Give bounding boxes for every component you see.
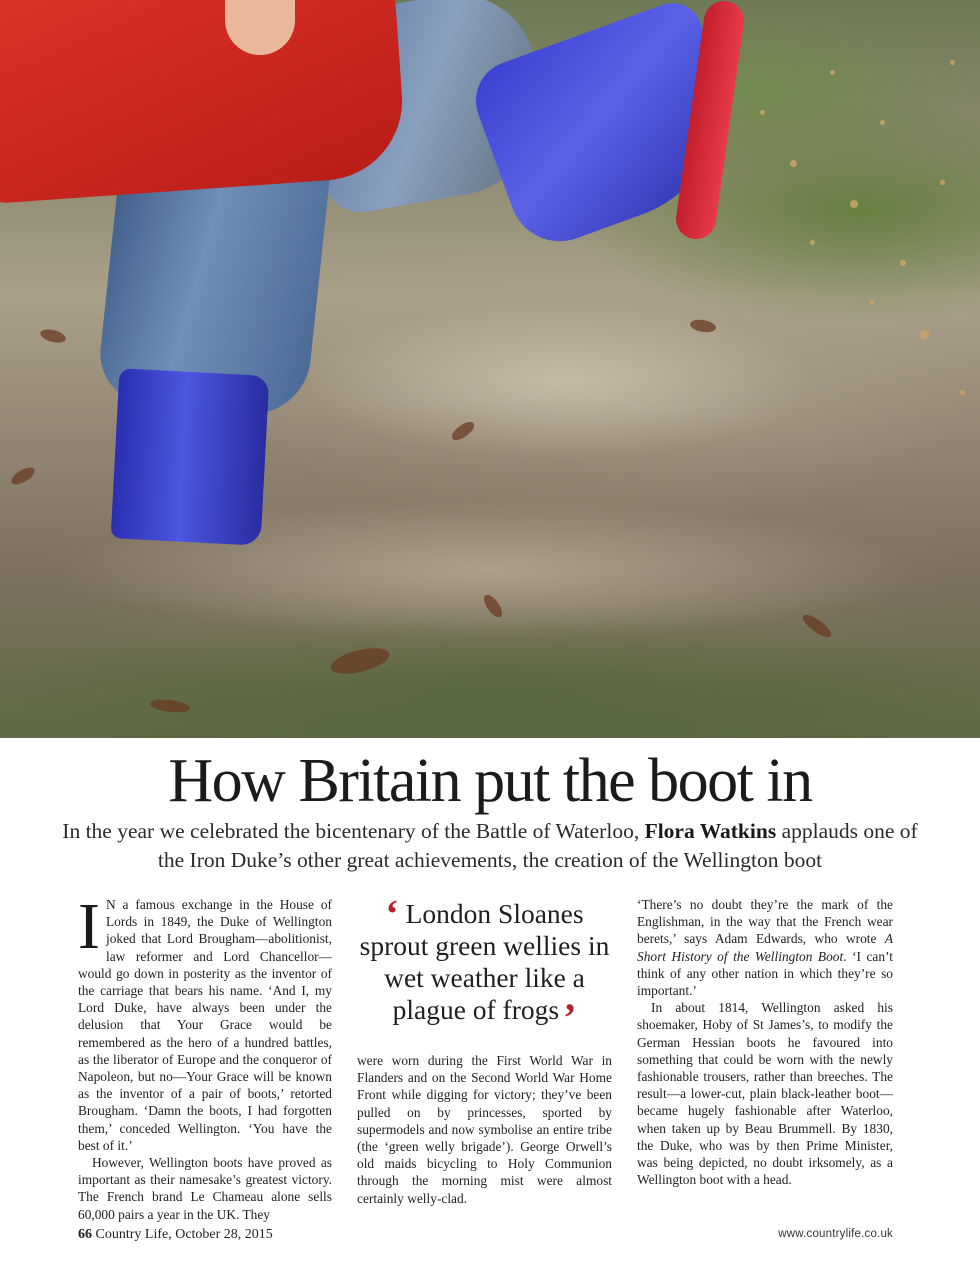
mud-splash [940, 180, 945, 185]
standfirst-text: In the year we celebrated the bicentenary of the Battle of Waterloo, [62, 819, 645, 843]
fallen-leaf [9, 465, 38, 487]
drop-cap: I [78, 890, 100, 963]
mud-splash [950, 60, 955, 65]
body-paragraph-text: N a famous exchange in the House of Lords in 1849, the Duke of Wellington joked that Lord Brougham—abolitionist, law reformer and Lord Chancellor—would go down in posterity as the inventor of the carriage that bears his name. ‘And I, my Lord Duke, have always been under the delusion that Your Grace would be remembered as the hero of a hundred battles, as the liberator of Europe and the conqueror of Napoleon, but no—Your Grace will be known as the inventor of a pair of boots,’ retorted Brougham. ‘Damn the boots, I had forgotten them,’ conceded Wellington. ‘You have the best of it.’ [78, 897, 332, 1153]
website-url: www.countrylife.co.uk [778, 1228, 893, 1240]
publication-date: Country Life, October 28, 2015 [92, 1227, 273, 1242]
mud-splash [830, 70, 835, 75]
body-paragraph: were worn during the First World War in Flanders and on the Second World War Home Front while digging for victory; they’ve been pulled on by princesses, sported by supermodels and now symbolise an entire tribe (the ‘green welly brigade’). George Orwell’s old maids bicycling to Holy Communion through the morning mist were almost certainly welly-clad. [357, 1053, 612, 1206]
red-coat [0, 0, 407, 205]
body-paragraph [78, 890, 332, 1154]
mud-splash [880, 120, 885, 125]
close-quote-mark: ’ [563, 995, 577, 1040]
mud-splash [870, 300, 874, 304]
author-byline: Flora Watkins [644, 819, 777, 843]
fallen-leaf [149, 697, 190, 716]
body-paragraph: However, Wellington boots have proved as important as their namesake’s greatest victory. The French brand Le Chameau alone sells 60,000 pairs a year in the UK. They [78, 1155, 332, 1222]
mud-splash [760, 110, 765, 115]
mud-splash [810, 240, 815, 245]
body-column-2 [357, 1052, 612, 1207]
mud-splash [900, 260, 906, 266]
mud-splash [790, 160, 797, 167]
pull-quote [357, 891, 612, 1040]
quote-text-continued: . ‘I can’t think of any other nation in which they’re so important.’ [637, 948, 893, 999]
standfirst [60, 817, 920, 875]
body-paragraph [637, 896, 893, 999]
open-quote-mark: ‘ [385, 891, 399, 936]
mud-splash [960, 390, 965, 395]
body-paragraph: In about 1814, Wellington asked his shoemaker, Hoby of St James’s, to modify the German Hessian boots he favoured into something that could be worn with the newly fashionable trousers, rather than breeches. The result—a lower-cut, plain black-leather boot—became hugely fashionable after Waterloo, when taken up by Beau Brummell. By 1830, the Duke, who was by then Prime Minister, was being depicted, no doubt irksomely, as a Wellington boot with a head. [637, 1000, 893, 1188]
page-number: 66 [78, 1227, 92, 1242]
headline: How Britain put the boot in [168, 747, 812, 815]
standfirst-text-continued: applauds one of the Iron Duke’s other great achievements, the creation of the Wellington boot [157, 819, 918, 872]
quote-text: ‘There’s no doubt they’re the mark of the Englishman, in the way that the French wear berets,’ says Adam Edwards, who wrote [637, 897, 893, 947]
pull-quote-text: London Sloanes sprout green wellies in wet weather like a plague of frogs [359, 898, 610, 1025]
folio [78, 1227, 273, 1243]
puddle-ripple [300, 300, 820, 460]
mud-splash [850, 200, 858, 208]
mud-splash [920, 330, 929, 339]
book-title: A Short History of the Wellington Boot [637, 931, 893, 964]
fallen-leaf [39, 326, 68, 346]
body-column-1 [78, 890, 332, 1223]
fallen-leaf [329, 645, 392, 677]
blue-welly-standing [111, 368, 270, 546]
body-column-3 [637, 896, 893, 1188]
